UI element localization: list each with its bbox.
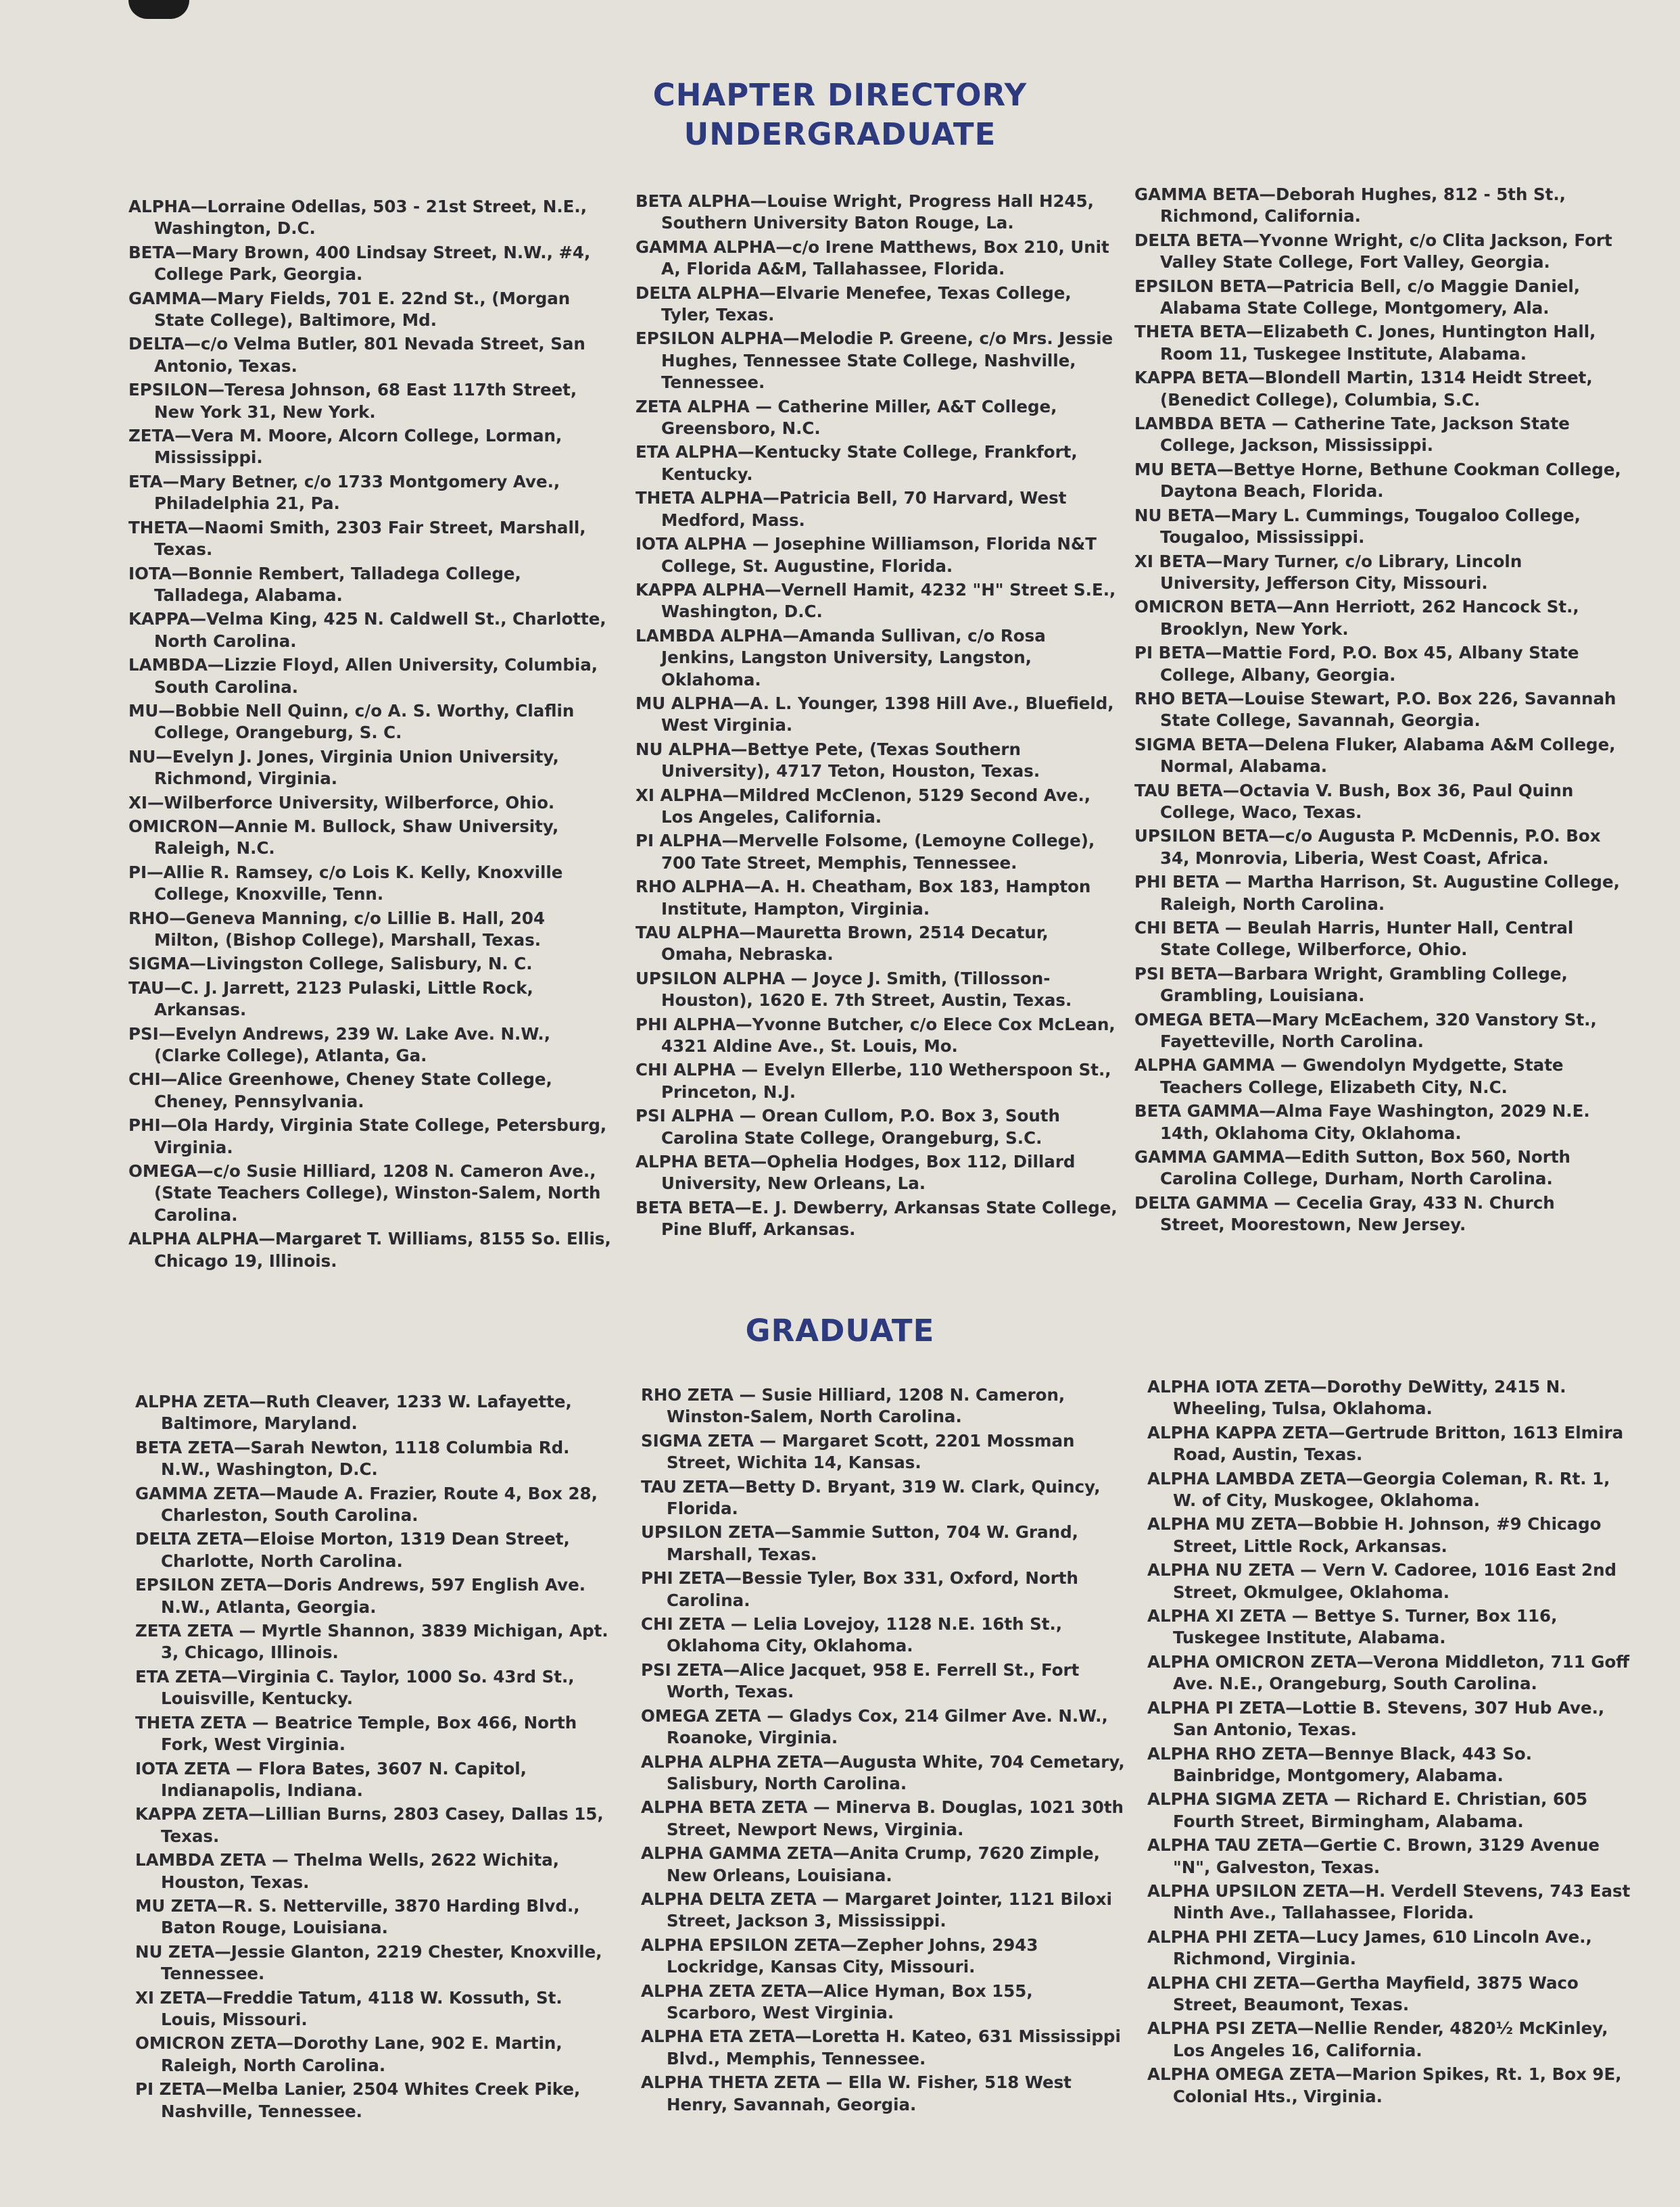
chapter-entry: BETA GAMMA—Alma Faye Washington, 2029 N.E. 14th, Oklahoma City, Oklahoma. [1134,1101,1590,1143]
graduate-column-2 [641,1384,1128,2118]
chapter-entry: PHI ALPHA—Yvonne Butcher, c/o Elece Cox McLean, 4321 Aldine Ave., St. Louis, Mo. [635,1014,1115,1057]
chapter-entry: PSI—Evelyn Andrews, 239 W. Lake Ave. N.W., (Clarke College), Atlanta, Ga. [128,1023,550,1066]
chapter-entry: PHI BETA — Martha Harrison, St. Augustine College, Raleigh, North Carolina. [1134,872,1620,914]
chapter-entry: PI ALPHA—Mervelle Folsome, (Lemoyne College), 700 Tate Street, Memphis, Tennessee. [635,831,1095,873]
chapter-entry: MU ZETA—R. S. Netterville, 3870 Harding Blvd., Baton Rouge, Louisiana. [135,1895,580,1938]
chapter-entry: THETA BETA—Elizabeth C. Jones, Huntington Hall, Room 11, Tuskegee Institute, Alabama. [1134,322,1596,364]
chapter-entry: XI—Wilberforce University, Wilberforce, Ohio. [128,792,555,813]
chapter-entry: GAMMA ZETA—Maude A. Frazier, Route 4, Box 28, Charleston, South Carolina. [135,1483,598,1526]
chapter-entry: ALPHA GAMMA ZETA—Anita Crump, 7620 Zimple, New Orleans, Louisiana. [641,1843,1100,1885]
chapter-entry: IOTA—Bonnie Rembert, Talladega College, Talladega, Alabama. [128,563,521,605]
chapter-entry: OMEGA ZETA — Gladys Cox, 214 Gilmer Ave. N.W., Roanoke, Virginia. [641,1705,1108,1748]
chapter-entry: SIGMA—Livingston College, Salisbury, N. C. [128,954,533,974]
chapter-entry: ALPHA ALPHA ZETA—Augusta White, 704 Cemetary, Salisbury, North Carolina. [641,1751,1125,1793]
chapter-entry: BETA ZETA—Sarah Newton, 1118 Columbia Rd. N.W., Washington, D.C. [135,1437,570,1480]
chapter-entry: CHI—Alice Greenhowe, Cheney State College, Cheney, Pennsylvania. [128,1069,552,1111]
chapter-entry: ETA ZETA—Virginia C. Taylor, 1000 So. 43rd St., Louisville, Kentucky. [135,1666,575,1709]
chapter-entry: THETA—Naomi Smith, 2303 Fair Street, Marshall, Texas. [128,517,586,560]
chapter-entry: PHI—Ola Hardy, Virginia State College, Petersburg, Virginia. [128,1115,607,1157]
chapter-entry: MU ALPHA—A. L. Younger, 1398 Hill Ave., Bluefield, West Virginia. [635,693,1114,735]
chapter-entry: PI BETA—Mattie Ford, P.O. Box 45, Albany State College, Albany, Georgia. [1134,643,1579,685]
chapter-entry: TAU BETA—Octavia V. Bush, Box 36, Paul Quinn College, Waco, Texas. [1134,780,1574,822]
chapter-entry: ALPHA SIGMA ZETA — Richard E. Christian, 605 Fourth Street, Birmingham, Alabama. [1147,1789,1588,1831]
chapter-entry: ALPHA NU ZETA — Vern V. Cadoree, 1016 East 2nd Street, Okmulgee, Oklahoma. [1147,1560,1617,1602]
chapter-entry: OMICRON—Annie M. Bullock, Shaw University, Raleigh, N.C. [128,816,559,858]
graduate-title: GRADUATE [745,1313,935,1349]
chapter-entry: ALPHA XI ZETA — Bettye S. Turner, Box 116, Tuskegee Institute, Alabama. [1147,1606,1558,1648]
chapter-entry: LAMBDA—Lizzie Floyd, Allen University, Columbia, South Carolina. [128,655,598,697]
chapter-entry: ALPHA PI ZETA—Lottie B. Stevens, 307 Hub Ave., San Antonio, Texas. [1147,1697,1605,1740]
chapter-entry: OMICRON ZETA—Dorothy Lane, 902 E. Martin, Raleigh, North Carolina. [135,2033,562,2075]
chapter-entry: NU ALPHA—Bettye Pete, (Texas Southern University), 4717 Teton, Houston, Texas. [635,739,1040,781]
chapter-entry: TAU ALPHA—Mauretta Brown, 2514 Decatur, Omaha, Nebraska. [635,923,1049,965]
chapter-entry: THETA ZETA — Beatrice Temple, Box 466, North Fork, West Virginia. [135,1712,577,1755]
chapter-entry: CHI ALPHA — Evelyn Ellerbe, 110 Wetherspoon St., Princeton, N.J. [635,1060,1111,1102]
chapter-entry: PSI BETA—Barbara Wright, Grambling College, Grambling, Louisiana. [1134,963,1568,1006]
chapter-entry: PI—Allie R. Ramsey, c/o Lois K. Kelly, Knoxville College, Knoxville, Tenn. [128,862,563,904]
chapter-entry: BETA ALPHA—Louise Wright, Progress Hall H245, Southern University Baton Rouge, La. [635,191,1094,233]
undergraduate-column-2 [635,191,1122,1243]
chapter-entry: UPSILON ZETA—Sammie Sutton, 704 W. Grand, Marshall, Texas. [641,1522,1078,1564]
undergraduate-column-3 [1134,184,1621,1238]
chapter-directory-title: CHAPTER DIRECTORY [652,77,1028,113]
undergraduate-title: UNDERGRADUATE [683,116,997,152]
chapter-entry: ETA ALPHA—Kentucky State College, Frankfort, Kentucky. [635,442,1078,484]
chapter-entry: OMEGA—c/o Susie Hilliard, 1208 N. Cameron Ave., (State Teachers College), Winston-Salem, North Carolina. [128,1161,601,1225]
chapter-entry: XI ALPHA—Mildred McClenon, 5129 Second Ave., Los Angeles, California. [635,785,1091,827]
chapter-entry: ALPHA TAU ZETA—Gertie C. Brown, 3129 Avenue "N", Galveston, Texas. [1147,1835,1600,1877]
chapter-entry: ALPHA KAPPA ZETA—Gertrude Britton, 1613 Elmira Road, Austin, Texas. [1147,1422,1624,1465]
chapter-entry: PI ZETA—Melba Lanier, 2504 Whites Creek Pike, Nashville, Tennessee. [135,2079,581,2121]
chapter-entry: ALPHA PHI ZETA—Lucy James, 610 Lincoln Ave., Richmond, Virginia. [1147,1926,1592,1969]
chapter-entry: NU ZETA—Jessie Glanton, 2219 Chester, Knoxville, Tennessee. [135,1941,602,1984]
chapter-entry: DELTA ALPHA—Elvarie Menefee, Texas College, Tyler, Texas. [635,283,1072,325]
chapter-entry: LAMBDA BETA — Catherine Tate, Jackson State College, Jackson, Mississippi. [1134,414,1570,456]
chapter-entry: TAU—C. J. Jarrett, 2123 Pulaski, Little Rock, Arkansas. [128,977,533,1020]
chapter-entry: NU—Evelyn J. Jones, Virginia Union University, Richmond, Virginia. [128,746,559,789]
chapter-entry: LAMBDA ALPHA—Amanda Sullivan, c/o Rosa Jenkins, Langston University, Langston, Oklahoma. [635,625,1046,689]
chapter-entry: GAMMA—Mary Fields, 701 E. 22nd St., (Morgan State College), Baltimore, Md. [128,288,571,331]
chapter-entry: RHO ALPHA—A. H. Cheatham, Box 183, Hampton Institute, Hampton, Virginia. [635,877,1091,919]
chapter-entry: RHO ZETA — Susie Hilliard, 1208 N. Cameron, Winston-Salem, North Carolina. [641,1385,1065,1427]
chapter-entry: ALPHA ZETA—Ruth Cleaver, 1233 W. Lafayette, Baltimore, Maryland. [135,1392,572,1434]
chapter-entry: TAU ZETA—Betty D. Bryant, 319 W. Clark, Quincy, Florida. [641,1476,1101,1519]
chapter-entry: ALPHA—Lorraine Odellas, 503 - 21st Street, N.E., Washington, D.C. [128,197,587,239]
chapter-entry: THETA ALPHA—Patricia Bell, 70 Harvard, West Medford, Mass. [635,488,1067,530]
graduate-column-1 [135,1391,622,2125]
page-corner-shadow [128,0,189,19]
chapter-entry: ALPHA THETA ZETA — Ella W. Fisher, 518 West Henry, Savannah, Georgia. [641,2072,1072,2114]
chapter-entry: KAPPA BETA—Blondell Martin, 1314 Heidt Street, (Benedict College), Columbia, S.C. [1134,368,1593,410]
chapter-entry: KAPPA—Velma King, 425 N. Caldwell St., Charlotte, North Carolina. [128,609,606,651]
chapter-entry: LAMBDA ZETA — Thelma Wells, 2622 Wichita, Houston, Texas. [135,1850,560,1892]
chapter-entry: XI ZETA—Freddie Tatum, 4118 W. Kossuth, St. Louis, Missouri. [135,1987,562,2029]
chapter-entry: IOTA ZETA — Flora Bates, 3607 N. Capitol, Indianapolis, Indiana. [135,1758,527,1800]
chapter-entry: EPSILON ZETA—Doris Andrews, 597 English Ave. N.W., Atlanta, Georgia. [135,1575,585,1617]
chapter-entry: MU—Bobbie Nell Quinn, c/o A. S. Worthy, Claflin College, Orangeburg, S. C. [128,700,575,743]
chapter-entry: PHI ZETA—Bessie Tyler, Box 331, Oxford, North Carolina. [641,1568,1078,1610]
chapter-entry: ALPHA ETA ZETA—Loretta H. Kateo, 631 Mississippi Blvd., Memphis, Tennessee. [641,2027,1121,2068]
chapter-entry: IOTA ALPHA — Josephine Williamson, Florida N&T College, St. Augustine, Florida. [635,534,1097,576]
chapter-entry: ALPHA BETA—Ophelia Hodges, Box 112, Dillard University, New Orleans, La. [635,1152,1076,1194]
chapter-entry: GAMMA BETA—Deborah Hughes, 812 - 5th St., Richmond, California. [1134,185,1566,226]
undergraduate-heading [0,76,1680,154]
chapter-entry: PSI ZETA—Alice Jacquet, 958 E. Ferrell St., Fort Worth, Texas. [641,1659,1080,1702]
chapter-entry: ALPHA UPSILON ZETA—H. Verdell Stevens, 743 East Ninth Ave., Tallahassee, Florida. [1147,1881,1631,1923]
chapter-entry: OMICRON BETA—Ann Herriott, 262 Hancock St., Brooklyn, New York. [1134,597,1579,639]
chapter-entry: ALPHA DELTA ZETA — Margaret Jointer, 1121 Biloxi Street, Jackson 3, Mississippi. [641,1889,1112,1931]
chapter-entry: SIGMA BETA—Delena Fluker, Alabama A&M College, Normal, Alabama. [1134,734,1616,777]
chapter-entry: ALPHA MU ZETA—Bobbie H. Johnson, #9 Chicago Street, Little Rock, Arkansas. [1147,1514,1602,1556]
chapter-entry: GAMMA GAMMA—Edith Sutton, Box 560, North Carolina College, Durham, North Carolina. [1134,1147,1570,1189]
chapter-entry: EPSILON BETA—Patricia Bell, c/o Maggie Daniel, Alabama State College, Montgomery, Ala. [1134,276,1581,318]
chapter-entry: ETA—Mary Betner, c/o 1733 Montgomery Ave., Philadelphia 21, Pa. [128,471,560,514]
chapter-entry: ALPHA OMICRON ZETA—Verona Middleton, 711 Goff Ave. N.E., Orangeburg, South Carolina. [1147,1651,1630,1694]
chapter-entry: ALPHA CHI ZETA—Gertha Mayfield, 3875 Waco Street, Beaumont, Texas. [1147,1972,1579,2014]
chapter-entry: GAMMA ALPHA—c/o Irene Matthews, Box 210, Unit A, Florida A&M, Tallahassee, Florida. [635,237,1109,279]
chapter-entry: RHO—Geneva Manning, c/o Lillie B. Hall, 204 Milton, (Bishop College), Marshall, Texas. [128,908,546,950]
chapter-entry: DELTA—c/o Velma Butler, 801 Nevada Street, San Antonio, Texas. [128,334,585,376]
chapter-entry: ZETA ALPHA — Catherine Miller, A&T College, Greensboro, N.C. [635,396,1057,439]
chapter-entry: ALPHA ZETA ZETA—Alice Hyman, Box 155, Scarboro, West Virginia. [641,1981,1033,2022]
chapter-entry: ALPHA OMEGA ZETA—Marion Spikes, Rt. 1, Box 9E, Colonial Hts., Virginia. [1147,2064,1622,2106]
chapter-entry: CHI BETA — Beulah Harris, Hunter Hall, Central State College, Wilberforce, Ohio. [1134,918,1574,960]
chapter-entry: ALPHA PSI ZETA—Nellie Render, 4820½ McKinley, Los Angeles 16, California. [1147,2018,1608,2060]
chapter-entry: EPSILON ALPHA—Melodie P. Greene, c/o Mrs. Jessie Hughes, Tennessee State College, Nashville, Tennessee. [635,329,1113,393]
chapter-entry: XI BETA—Mary Turner, c/o Library, Lincoln University, Jefferson City, Missouri. [1134,551,1522,593]
chapter-entry: DELTA ZETA—Eloise Morton, 1319 Dean Street, Charlotte, North Carolina. [135,1529,570,1571]
chapter-entry: CHI ZETA — Lelia Lovejoy, 1128 N.E. 16th St., Oklahoma City, Oklahoma. [641,1614,1063,1656]
chapter-entry: KAPPA ALPHA—Vernell Hamit, 4232 "H" Street S.E., Washington, D.C. [635,579,1116,622]
chapter-entry: ALPHA RHO ZETA—Bennye Black, 443 So. Bainbridge, Montgomery, Alabama. [1147,1743,1533,1785]
chapter-entry: PSI ALPHA — Orean Cullom, P.O. Box 3, South Carolina State College, Orangeburg, S.C. [635,1106,1060,1148]
graduate-column-3 [1147,1376,1634,2110]
chapter-entry: MU BETA—Bettye Horne, Bethune Cookman College, Daytona Beach, Florida. [1134,459,1621,502]
chapter-entry: NU BETA—Mary L. Cummings, Tougaloo College, Tougaloo, Mississippi. [1134,505,1581,548]
chapter-entry: BETA BETA—E. J. Dewberry, Arkansas State College, Pine Bluff, Arkansas. [635,1197,1118,1240]
chapter-entry: OMEGA BETA—Mary McEachem, 320 Vanstory St., Fayetteville, North Carolina. [1134,1009,1597,1052]
chapter-entry: DELTA BETA—Yvonne Wright, c/o Clita Jackson, Fort Valley State College, Fort Valley, Georgia. [1134,230,1612,272]
chapter-entry: ALPHA ALPHA—Margaret T. Williams, 8155 So. Ellis, Chicago 19, Illinois. [128,1229,611,1271]
chapter-entry: UPSILON ALPHA — Joyce J. Smith, (Tillosson-Houston), 1620 E. 7th Street, Austin, Texas. [635,968,1072,1011]
chapter-entry: ALPHA EPSILON ZETA—Zepher Johns, 2943 Lockridge, Kansas City, Missouri. [641,1935,1038,1977]
chapter-entry: UPSILON BETA—c/o Augusta P. McDennis, P.O. Box 34, Monrovia, Liberia, West Coast, Africa. [1134,826,1601,868]
chapter-entry: RHO BETA—Louise Stewart, P.O. Box 226, Savannah State College, Savannah, Georgia. [1134,688,1616,731]
chapter-entry: ALPHA BETA ZETA — Minerva B. Douglas, 1021 30th Street, Newport News, Virginia. [641,1797,1124,1839]
undergraduate-column-1 [128,196,615,1274]
chapter-entry: EPSILON—Teresa Johnson, 68 East 117th Street, New York 31, New York. [128,380,577,422]
chapter-entry: SIGMA ZETA — Margaret Scott, 2201 Mossman Street, Wichita 14, Kansas. [641,1430,1075,1473]
chapter-entry: ALPHA IOTA ZETA—Dorothy DeWitty, 2415 N. Wheeling, Tulsa, Oklahoma. [1147,1377,1566,1419]
chapter-entry: BETA—Mary Brown, 400 Lindsay Street, N.W., #4, College Park, Georgia. [128,242,591,285]
chapter-entry: ALPHA GAMMA — Gwendolyn Mydgette, State Teachers College, Elizabeth City, N.C. [1134,1055,1564,1097]
chapter-entry: ALPHA LAMBDA ZETA—Georgia Coleman, R. Rt. 1, W. of City, Muskogee, Oklahoma. [1147,1468,1610,1511]
chapter-entry: DELTA GAMMA — Cecelia Gray, 433 N. Church Street, Moorestown, New Jersey. [1134,1192,1555,1235]
chapter-entry: ZETA—Vera M. Moore, Alcorn College, Lorman, Mississippi. [128,426,562,468]
chapter-entry: ZETA ZETA — Myrtle Shannon, 3839 Michigan, Apt. 3, Chicago, Illinois. [135,1621,608,1663]
chapter-entry: KAPPA ZETA—Lillian Burns, 2803 Casey, Dallas 15, Texas. [135,1804,604,1846]
